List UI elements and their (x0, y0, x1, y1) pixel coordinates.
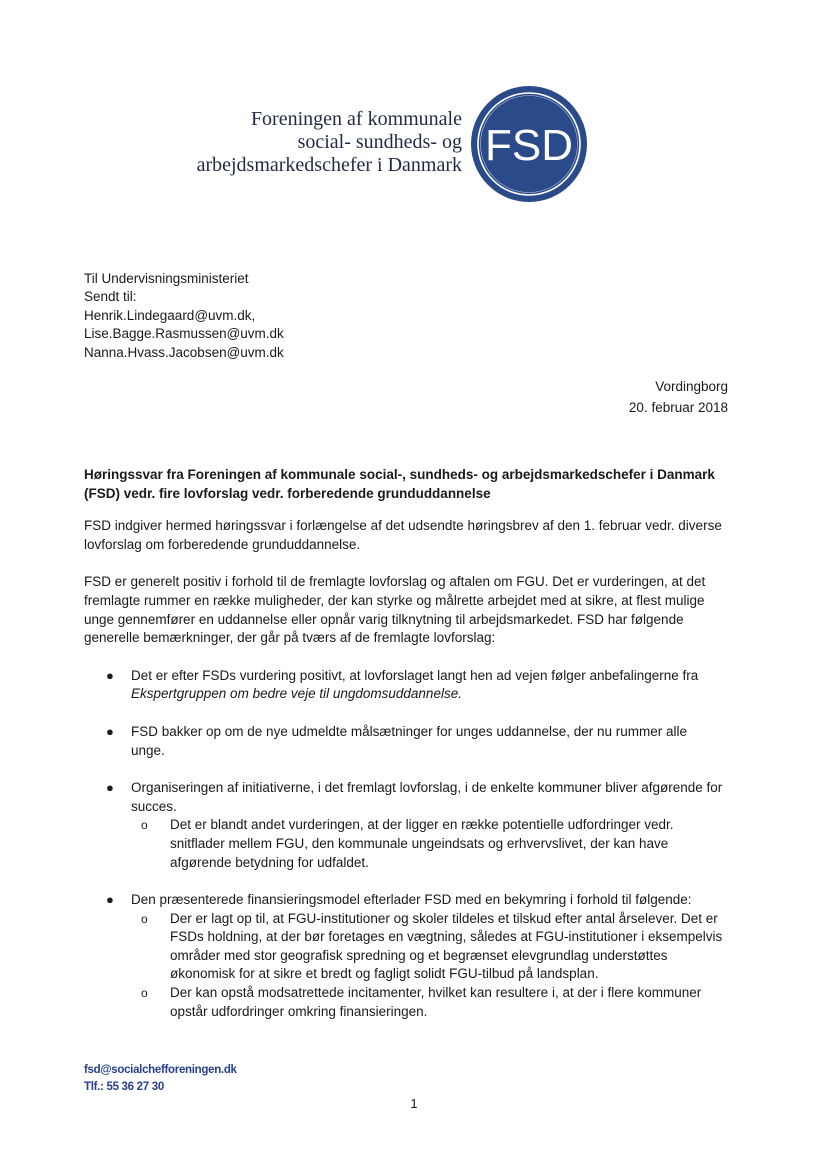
page-number: 1 (410, 1096, 418, 1111)
bullet-icon: ● (106, 780, 114, 796)
remarks-list (84, 667, 724, 1022)
sub-list (131, 816, 724, 872)
sub-list-item (131, 910, 724, 984)
recipient-address (84, 270, 284, 362)
org-name-line-2: social- sundheds- og (297, 131, 462, 153)
sub-list (131, 910, 724, 1022)
bullet-icon: ● (106, 723, 114, 739)
sub-list-item-text: Det er blandt andet vurderingen, at der ligger en række potentielle udfordringer vedr. snitflader mellem FGU, den kommunale ungeindsats og erhvervslivet, der kan have afgørende betydning for udfaldet. (170, 817, 674, 870)
sub-list-item-text: Der kan opstå modsatrettede incitamenter, hvilket kan resultere i, at der i flere kommuner opstår udfordringer omkring finansieringen. (170, 985, 702, 1019)
recipient-email: Lise.Bagge.Rasmussen@uvm.dk (84, 326, 284, 342)
organization-name (197, 108, 462, 177)
list-item-text: Den præsenterede finansieringsmodel efterlader FSD med en bekymring i forhold til følgende: (131, 892, 692, 908)
report-title: Ekspertgruppen om bedre veje til ungdomsuddannelse. (131, 686, 462, 702)
letter-subject: Høringssvar fra Foreningen af kommunale social-, sundheds- og arbejdsmarkedschefer i Danmark (FSD) vedr. fire lovforslag vedr. forberedende grunduddannelse (84, 467, 715, 501)
list-item-text: FSD bakker op om de nye udmeldte målsætninger for unges uddannelse, der nu rummer alle unge. (131, 723, 688, 758)
date: 20. februar 2018 (628, 399, 728, 415)
place: Vordingborg (655, 379, 728, 394)
org-name-line-3: arbejdsmarkedschefer i Danmark (196, 154, 462, 176)
sub-list-item-text: Der er lagt op til, at FGU-institutioner og skoler tildeles et tilskud efter antal årselever. Det er FSDs holdning, at der bør foretages en vægtning, således at FGU-institutioner i eksempelvis områder med stor geografisk spredning og et begrænset elevgrundlag understøttes økonomisk for at sikre et bredt og fagligt solidt FGU-tilbud på landsplan. (170, 910, 723, 982)
recipient-line: Til Undervisningsministeriet (84, 271, 249, 286)
footer-email[interactable]: fsd@socialchefforeningen.dk (84, 1064, 237, 1076)
letter-body (84, 466, 724, 1040)
org-name-line-1: Foreningen af kommunale (250, 108, 462, 130)
list-item (84, 779, 724, 872)
sub-list-item (131, 984, 724, 1021)
list-item-text: Organiseringen af initiativerne, i det fremlagt lovforslag, i de enkelte kommuner bliver afgørende for succes. (131, 780, 723, 814)
fsd-logo (470, 85, 588, 203)
recipient-email: Nanna.Hvass.Jacobsen@uvm.dk (84, 344, 284, 360)
footer-phone: Tlf.: 55 36 27 30 (84, 1081, 164, 1093)
list-item-text: Det er efter FSDs vurdering positivt, at lovforslaget langt hen ad vejen følger anbefalingerne fra (131, 667, 699, 683)
circle-bullet-icon: o (141, 986, 148, 1001)
bullet-icon: ● (106, 892, 114, 908)
circle-bullet-icon: o (141, 818, 148, 833)
paragraph: FSD indgiver hermed høringssvar i forlængelse af det udsendte høringsbrev af den 1. februar vedr. diverse lovforslag om forberedende grunduddannelse. (84, 518, 722, 552)
list-item (84, 667, 724, 704)
logo-text: FSD (485, 121, 573, 170)
sent-to-label: Sendt til: (84, 289, 137, 305)
list-item (84, 891, 724, 1021)
list-item (84, 723, 724, 760)
sub-list-item (131, 816, 724, 872)
paragraph: FSD er generelt positiv i forhold til de fremlagte lovforslag og aftalen om FGU. Det er vurderingen, at det fremlagte rummer en række muligheder, der kan styrke og målrette arbejdet med at sikre, at flest mulige unge gennemfører en uddannelse eller opnår varig tilknytning til arbejdsmarkedet. FSD har følgende generelle bemærkninger, der går på tværs af de fremlagte lovforslag: (84, 574, 706, 646)
recipient-email: Henrik.Lindegaard@uvm.dk, (84, 307, 256, 323)
bullet-icon: ● (106, 667, 114, 683)
footer-contact (84, 1062, 237, 1096)
place-and-date (629, 377, 728, 418)
circle-bullet-icon: o (141, 911, 148, 926)
